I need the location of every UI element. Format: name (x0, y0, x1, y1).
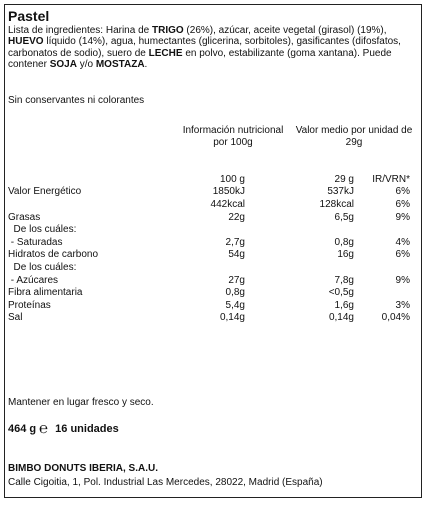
ingredients-text: (26%), azúcar, aceite vegetal (girasol) (19%), (183, 25, 387, 36)
nutrient-name: - Saturadas (8, 237, 63, 248)
value-per-unit: 16g (337, 249, 354, 260)
allergen-soy: SOJA (49, 58, 77, 70)
nutrition-row (8, 312, 412, 323)
nutrition-header-per-100g: Información nutricional por 100g (182, 125, 284, 148)
net-weight (8, 420, 119, 437)
nutrient-name: Valor Energético (8, 186, 82, 197)
value-per-unit: 29 g (334, 174, 354, 185)
nutrient-name: Grasas (8, 212, 41, 223)
allergen-egg: HUEVO (8, 36, 44, 48)
value-per-unit: 7,8g (334, 275, 354, 286)
value-per-unit: 0,8g (334, 237, 354, 248)
nutrition-row (8, 199, 412, 210)
reference-intake: 0,04% (381, 312, 410, 323)
reference-intake: 9% (395, 212, 410, 223)
value-per-100g: 0,8g (225, 287, 245, 298)
nutrition-row (8, 174, 412, 185)
product-title: Pastel (8, 8, 50, 24)
nutrient-name: - Azúcares (8, 275, 59, 286)
company-address: Calle Cigoitia, 1, Pol. Industrial Las Mercedes, 28022, Madrid (España) (8, 477, 323, 488)
value-per-unit: 128kcal (319, 199, 354, 210)
value-per-unit: 1,6g (334, 300, 354, 311)
nutrient-name: De los cuáles: (8, 224, 77, 235)
reference-intake: 6% (395, 249, 410, 260)
nutrient-name: Fibra alimentaria (8, 287, 83, 298)
value-per-100g: 442kcal (210, 199, 245, 210)
reference-intake: 3% (395, 300, 410, 311)
reference-intake: 4% (395, 237, 410, 248)
reference-intake: 9% (395, 275, 410, 286)
estimated-sign-icon: ℮ (39, 420, 49, 437)
nutrition-row (8, 249, 412, 260)
ingredients-text: en polvo, estabilizante (goma xantana). Puede contener (8, 47, 392, 70)
ingredients-text: líquido (14%), agua, humectantes (glicerina, sorbitoles), gasificantes (difosfatos, carbonatos de sodio), suero de (8, 36, 401, 59)
net-weight-value: 464 g (8, 423, 37, 435)
nutrient-name: Hidratos de carbono (8, 249, 99, 260)
storage-instructions: Mantener en lugar fresco y seco. (8, 397, 154, 408)
value-per-unit: 0,14g (328, 312, 354, 323)
nutrition-row (8, 262, 412, 273)
nutrition-row (8, 224, 412, 235)
allergen-milk: LECHE (148, 47, 183, 59)
value-per-unit: 537kJ (327, 186, 354, 197)
value-per-100g: 5,4g (225, 300, 245, 311)
allergen-mustard: MOSTAZA (95, 58, 145, 70)
nutrition-row (8, 275, 412, 286)
ingredients-text: . (144, 58, 148, 70)
value-per-100g: 1850kJ (212, 186, 245, 197)
allergen-wheat: TRIGO (151, 25, 184, 36)
reference-intake: IR/VRN* (372, 174, 410, 185)
nutrition-row (8, 300, 412, 311)
nutrient-name: Proteínas (8, 300, 51, 311)
value-per-100g: 27g (228, 275, 245, 286)
reference-intake: 6% (395, 199, 410, 210)
value-per-unit: 6,5g (334, 212, 354, 223)
value-per-unit: <0,5g (328, 287, 354, 298)
nutrition-row (8, 237, 412, 248)
value-per-100g: 0,14g (219, 312, 245, 323)
nutrition-header-per-unit: Valor medio por unidad de 29g (295, 125, 413, 148)
reference-intake: 6% (395, 186, 410, 197)
nutrient-name: Sal (8, 312, 23, 323)
nutrition-row (8, 212, 412, 223)
value-per-100g: 54g (228, 249, 245, 260)
company-name: BIMBO DONUTS IBERIA, S.A.U. (8, 463, 159, 474)
value-per-100g: 2,7g (225, 237, 245, 248)
ingredients-text: y/o (76, 58, 96, 70)
nutrition-row (8, 287, 412, 298)
no-preservatives-note: Sin conservantes ni colorantes (8, 95, 145, 106)
unit-count: 16 unidades (55, 423, 119, 435)
value-per-100g: 100 g (219, 174, 245, 185)
ingredients-list (8, 25, 412, 70)
nutrition-row (8, 186, 412, 197)
nutrient-name: De los cuáles: (8, 262, 77, 273)
value-per-100g: 22g (228, 212, 245, 223)
ingredients-text: Lista de ingredientes: Harina de (8, 25, 152, 36)
